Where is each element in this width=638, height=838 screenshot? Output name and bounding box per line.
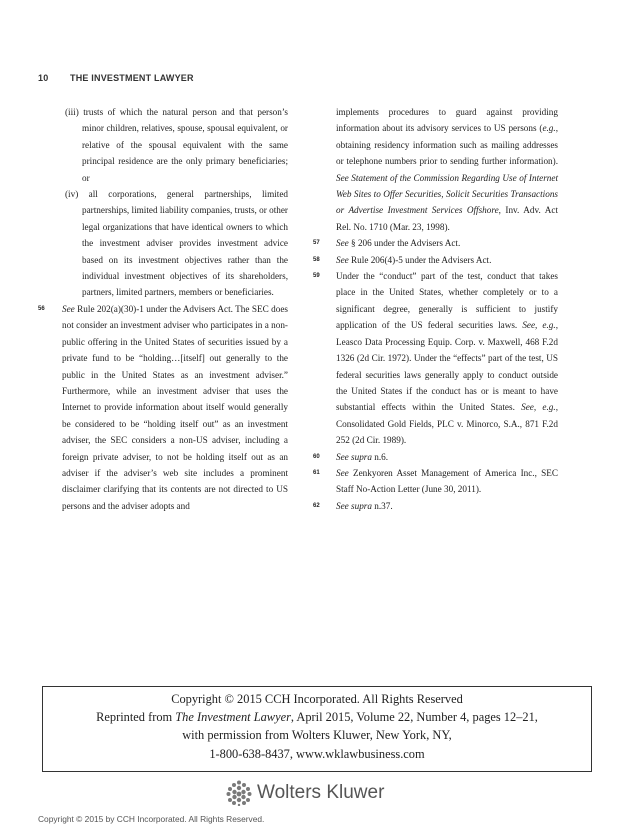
footnote-number: 59 — [313, 273, 320, 280]
left-column — [38, 104, 288, 514]
signal-see: See — [336, 254, 349, 265]
footnote-number: 60 — [313, 453, 320, 460]
page-footer-copyright: Copyright © 2015 by CCH Incorporated. All Rights Reserved. — [38, 814, 265, 824]
list-item-iv: (iv) all corporations, general partnerships, limited partnerships, limited liability companies, trusts, or other legal organizations that have identical owners to which the investment adviser provides investment advice based on its investment objectives rather than the individual investment objectives of its shareholders, partners, limited partners, members or beneficiaries. — [65, 189, 288, 298]
footnote-number: 61 — [313, 469, 320, 476]
cited-release-title: See Statement of the Commission Regarding Use of Internet Web Sites to Offer Securities, Solicit Securities Transactions or Advertise Investment Services Offshore — [336, 172, 558, 216]
signal-see-eg: See, e.g. — [521, 402, 556, 413]
reprint-text: , April 2015, Volume 22, Number 4, pages 12–21, — [290, 710, 538, 725]
signal-see: See — [62, 303, 75, 314]
footnote-text: Under the “conduct” part of the test, conduct that takes place in the United States, whether completely or to a significant degree, generally is sufficient to justify application of the US federal securities laws. — [336, 271, 558, 331]
footnote-59 — [313, 268, 558, 448]
wolters-kluwer-dots-logo-icon — [226, 780, 252, 806]
footnote-number: 62 — [313, 502, 320, 509]
signal-see: See — [336, 467, 349, 478]
footnote-number: 57 — [313, 240, 320, 247]
contact-line: 1-800-638-8437, www.wklawbusiness.com — [209, 746, 425, 761]
running-header — [38, 73, 194, 83]
copyright-line: Copyright © 2015 CCH Incorporated. All Rights Reserved — [171, 692, 463, 706]
signal-eg: e.g. — [542, 123, 556, 134]
footnote-56 — [38, 301, 288, 514]
reprint-line — [43, 708, 591, 726]
signal-see-supra: See supra — [336, 451, 372, 462]
footnote-text: n.6. — [371, 451, 389, 462]
footnote-text: Rule 206(4)-5 under the Advisers Act. — [348, 254, 492, 265]
footnote-text: implements procedures to guard against providing information about its advisory services to US persons ( — [336, 107, 558, 134]
footnote-text: , Inv. Adv. Act Rel. No. 1710 (Mar. 23, 1998). — [336, 205, 558, 232]
signal-see-supra: See supra — [336, 500, 372, 511]
footnote-text: Zenkyoren Asset Management of America Inc., SEC Staff No-Action Letter (June 30, 2011). — [336, 467, 558, 495]
footnote-text: Rule 202(a)(30)-1 under the Advisers Act. The SEC does not consider an investment adviser who participates in a non-public offering in the United States of securities issued by a private fund to be “holding…[itself] out generally to the public in the United States as an investment adviser.” Furthermore, while an investment adviser that uses the Internet to provide information about itself would generally be considered to be “holding itself out” as an investment adviser, the SEC considers a non-US adviser, including a foreign private adviser, to not be holding itself out as an adviser if the adviser’s web site includes a prominent disclaimer clarifying that its contents are not directed to US persons and the adviser adopts and — [62, 303, 288, 511]
footnote-text: , Consolidated Gold Fields, PLC v. Minorco, S.A., 871 F.2d 252 (2d Cir. 1989). — [336, 402, 558, 446]
wolters-kluwer-logo — [226, 778, 384, 808]
footnote-text: , obtaining residency information such as mailing addresses or telephone numbers prior to sending further information). — [336, 123, 558, 167]
journal-title: THE INVESTMENT LAWYER — [70, 73, 194, 83]
footnote-61 — [313, 465, 558, 498]
page-number: 10 — [38, 73, 49, 83]
footnote-number: 56 — [38, 305, 45, 312]
list-item-iii: (iii) trusts of which the natural person and that person’s minor children, relatives, spouse, spousal equivalent, or relative of the spousal equivalent with the same principal residence are the only primary beneficiaries; or — [65, 107, 288, 183]
signal-see: See — [336, 238, 349, 249]
footnote-text: , Leasco Data Processing Equip. Corp. v. Maxwell, 468 F.2d 1326 (2d Cir. 1972). Under the “effects” part of the test, US federal securities laws generally apply to conduct outside the United States if the conduct has or is meant to have substantial effects within the United States. — [336, 320, 558, 413]
reprint-text: Reprinted from — [96, 710, 176, 725]
footnote-58 — [313, 252, 558, 268]
footnote-56-continued — [313, 104, 558, 235]
permission-line: with permission from Wolters Kluwer, New York, NY, — [182, 728, 452, 743]
footnote-text: § 206 under the Advisers Act. — [348, 238, 461, 249]
copyright-reprint-box — [42, 686, 592, 772]
right-column — [313, 104, 558, 514]
footnote-text: n.37. — [371, 500, 393, 511]
footnote-60 — [313, 449, 558, 465]
footnote-57 — [313, 235, 558, 251]
signal-see-eg: See, e.g. — [522, 320, 556, 331]
footnote-number: 58 — [313, 256, 320, 263]
footnote-62 — [313, 498, 558, 514]
journal-name: The Investment Lawyer — [175, 710, 291, 725]
brand-name: Wolters Kluwer — [257, 782, 385, 803]
